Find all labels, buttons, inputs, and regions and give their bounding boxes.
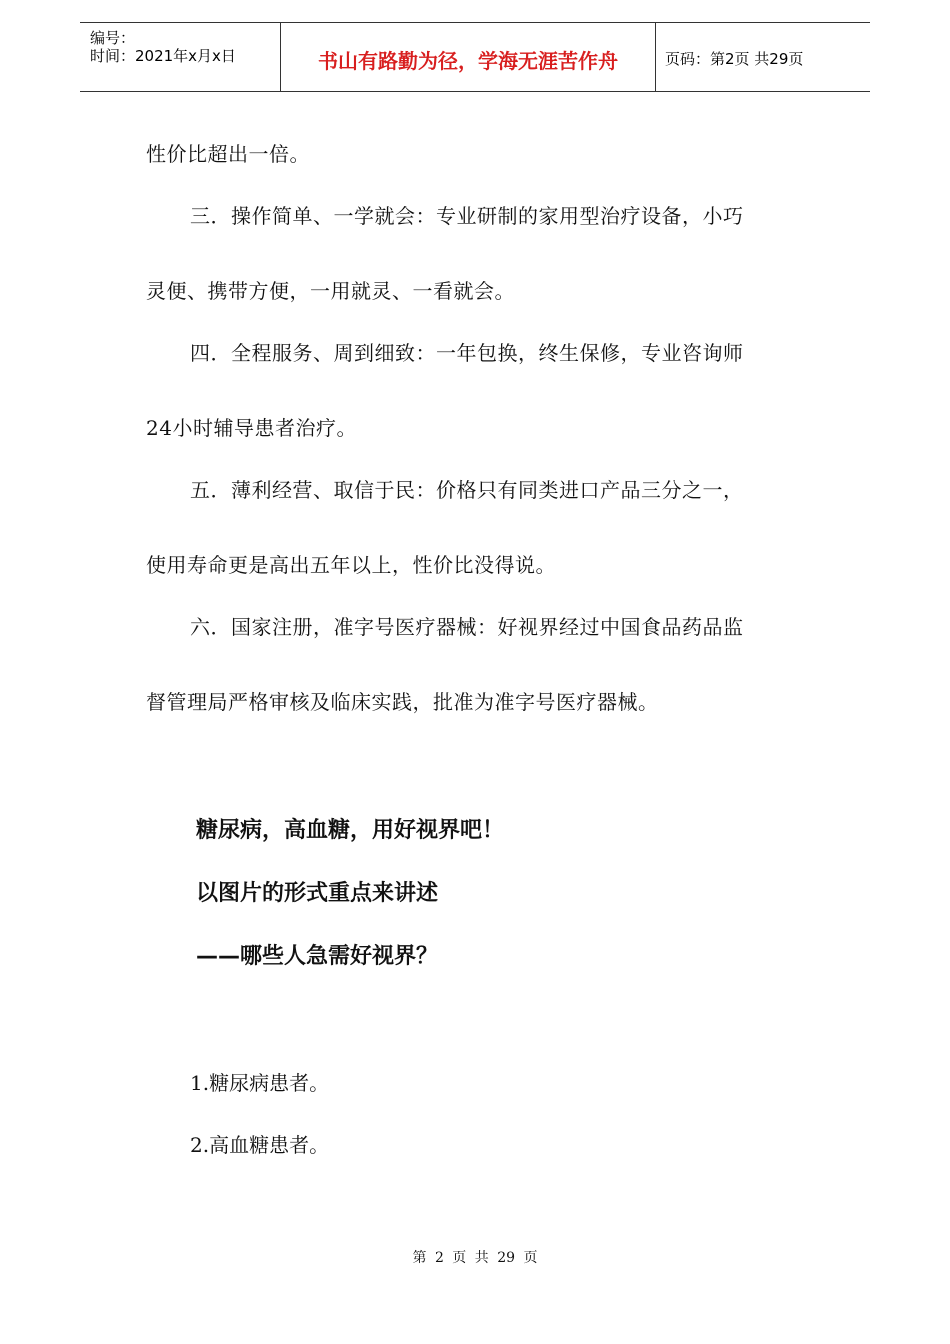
list-item: 2.高血糖患者。 (190, 1133, 330, 1157)
motto-text: 书山有路勤为径，学海无涯苦作舟 (318, 49, 618, 73)
header-info-cell (80, 23, 280, 91)
section-heading: 以图片的形式重点来讲述 (196, 881, 439, 906)
header-page-cell (655, 23, 870, 91)
section-heading: ——哪些人急需好视界？ (196, 944, 439, 969)
body-line: 24小时辅导患者治疗。 (146, 416, 357, 440)
body-line: 督管理局严格审核及临床实践，批准为准字号医疗器械。 (146, 690, 659, 714)
time-label: 时间：2021年x月x日 (90, 47, 236, 65)
body-line: 使用寿命更是高出五年以上，性价比没得说。 (146, 553, 556, 577)
number-label: 编号： (90, 29, 136, 47)
body-line: 灵便、携带方便，一用就灵、一看就会。 (146, 279, 515, 303)
header-motto-cell (280, 23, 656, 91)
list-item: 1.糖尿病患者。 (190, 1071, 330, 1095)
body-line: 五．薄利经营、取信于民：价格只有同类进口产品三分之一， (190, 478, 744, 502)
page-header (80, 22, 870, 92)
page-footer: 第 2 页 共 29 页 (412, 1250, 538, 1266)
body-line: 四．全程服务、周到细致：一年包换，终生保修，专业咨询师 (190, 341, 744, 365)
body-line: 性价比超出一倍。 (146, 142, 310, 166)
body-line: 六．国家注册，准字号医疗器械：好视界经过中国食品药品监 (190, 615, 744, 639)
section-heading: 糖尿病，高血糖，用好视界吧！ (196, 818, 505, 843)
body-line: 三．操作简单、一学就会：专业研制的家用型治疗设备，小巧 (190, 204, 744, 228)
page-code: 页码：第2页 共29页 (665, 50, 804, 68)
